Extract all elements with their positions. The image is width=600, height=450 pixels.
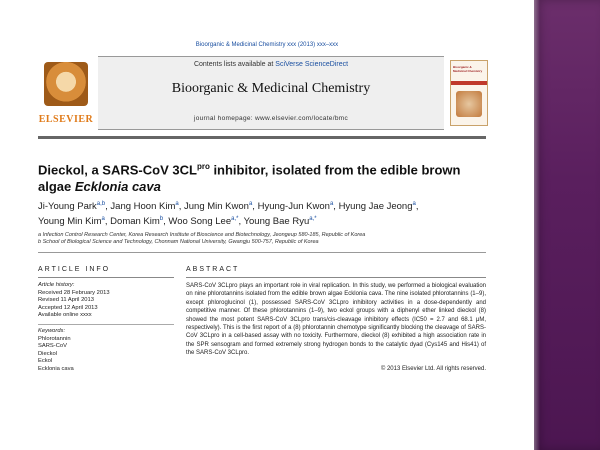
journal-header xyxy=(38,56,486,132)
title-species: Ecklonia cava xyxy=(74,179,161,195)
title-part-1: Dieckol, a SARS-CoV 3CL xyxy=(38,162,197,178)
keywords-divider xyxy=(38,324,174,325)
affiliation-divider xyxy=(38,252,486,253)
header-divider xyxy=(38,136,486,139)
journal-homepage[interactable]: journal homepage: www.elsevier.com/locate/bmc xyxy=(193,115,349,122)
history-item: Revised 11 April 2013 xyxy=(38,297,94,303)
history-item: Accepted 12 April 2013 xyxy=(38,304,98,311)
history-item: Available online xxxx xyxy=(38,312,92,318)
author[interactable]: Jang Hoon Kim$^a$ xyxy=(110,201,179,213)
author[interactable]: Ji-Young Park$^{a,b}$ xyxy=(38,201,106,213)
abstract-text: SARS-CoV 3CLpro plays an important role in viral replication. In this study, we performed a biological evaluation on nine phlorotannins isolated from the edible brown algae Ecklonia cava. The nine isolated phlorotannins (1–9), except phloroglucinol (1), possessed SARS-CoV 3CLpro inhibitory activities in a dose-dependently and competitive manner. Of these phlorotannins (1–9), two eckol groups with a diphenyl ether linked dieckol (8) showed the most potent SARS-CoV 3CLpro trans/cis-cleavage inhibitory effects (IC50 = 2.7 and 68.1 μM, respectively). This is the first report of a (8) phlorotannin chemotype significantly blocking the cleavage of SARS-CoV 3CLpro in a cell-based assay with no toxicity. Furthermore, dieckol (8) exhibited a high association rate in the SPR sensogram and formed extremely strong hydrogen bonds to the catalytic dyad (Cys145 and His41) of the SARS-CoV 3CLpro. xyxy=(186,283,486,357)
slide-side-band xyxy=(534,0,600,450)
elsevier-logo[interactable] xyxy=(38,56,94,128)
affiliation-a: a Infection Control Research Center, Korea Research Institute of Bioscience and Biotechnology, Jeongeup 580-185, Republic of Korea xyxy=(38,232,366,238)
elsevier-tree-icon xyxy=(44,62,88,106)
info-divider xyxy=(38,277,174,278)
abstract-body xyxy=(186,282,486,358)
contents-prefix: Contents lists available at xyxy=(193,61,276,68)
cover-art xyxy=(456,91,482,117)
article-info-heading: ARTICLE INFO xyxy=(38,266,111,273)
title-superscript: pro xyxy=(196,162,210,171)
author-list: Ji-Young Park$^{a,b}$, Jang Hoon Kim$^a$, Jung Min Kwon$^a$, Hyung-Jun Kwon$^a$, Hyung Jae Jeong$^a$, Young Min Kim$^a$, Doman Kim$^b$, Woo Song Lee$^{a,*}$, Young Bae Ryu$^{a,*}$ xyxy=(38,201,419,228)
article-title xyxy=(38,158,486,195)
author[interactable]: Hyung-Jun Kwon$^a$ xyxy=(257,201,334,213)
author[interactable]: Doman Kim$^b$ xyxy=(110,216,164,228)
journal-name: Bioorganic & Medicinal Chemistry xyxy=(171,81,371,96)
title-part-2: inhibitor, isolated from the edible brown algae xyxy=(38,162,461,195)
copyright: © 2013 Elsevier Ltd. All rights reserved. xyxy=(380,366,486,372)
keyword: Ecklonia cava xyxy=(38,365,74,372)
journal-banner xyxy=(98,56,444,130)
author[interactable]: Hyung Jae Jeong$^a$ xyxy=(338,201,416,213)
publisher-name: ELSEVIER xyxy=(38,114,94,125)
journal-reference[interactable]: Bioorganic & Medicinal Chemistry xxx (2013) xxx–xxx xyxy=(195,42,339,48)
contents-line xyxy=(98,61,444,68)
history-label: Article history: xyxy=(38,282,75,288)
keyword: Phlorotannin xyxy=(38,335,71,342)
keywords xyxy=(38,328,174,373)
author[interactable]: Jung Min Kwon$^a$ xyxy=(184,201,253,213)
abstract-divider xyxy=(186,277,486,278)
affiliation-b: b School of Biological Science and Technology, Chonnam National University, Gwangju 500-757, Republic of Korea xyxy=(38,239,319,245)
history-item: Received 28 February 2013 xyxy=(38,289,110,296)
author[interactable]: Woo Song Lee$^{a,*}$ xyxy=(168,216,239,228)
keyword: Eckol xyxy=(38,358,53,364)
keywords-label: Keywords: xyxy=(38,328,66,334)
sciencedirect-link[interactable]: SciVerse ScienceDirect xyxy=(275,61,349,68)
cover-band xyxy=(451,81,487,85)
author[interactable]: Young Bae Ryu$^{a,*}$ xyxy=(243,216,317,228)
journal-cover-thumbnail[interactable] xyxy=(450,60,488,126)
abstract-heading: ABSTRACT xyxy=(186,266,240,273)
keyword: Dieckol xyxy=(38,350,58,357)
keyword: SARS-CoV xyxy=(38,343,67,349)
article-history xyxy=(38,282,174,320)
cover-title: Bioorganic & Medicinal Chemistry xyxy=(453,65,483,73)
author[interactable]: Young Min Kim$^a$ xyxy=(38,216,105,228)
